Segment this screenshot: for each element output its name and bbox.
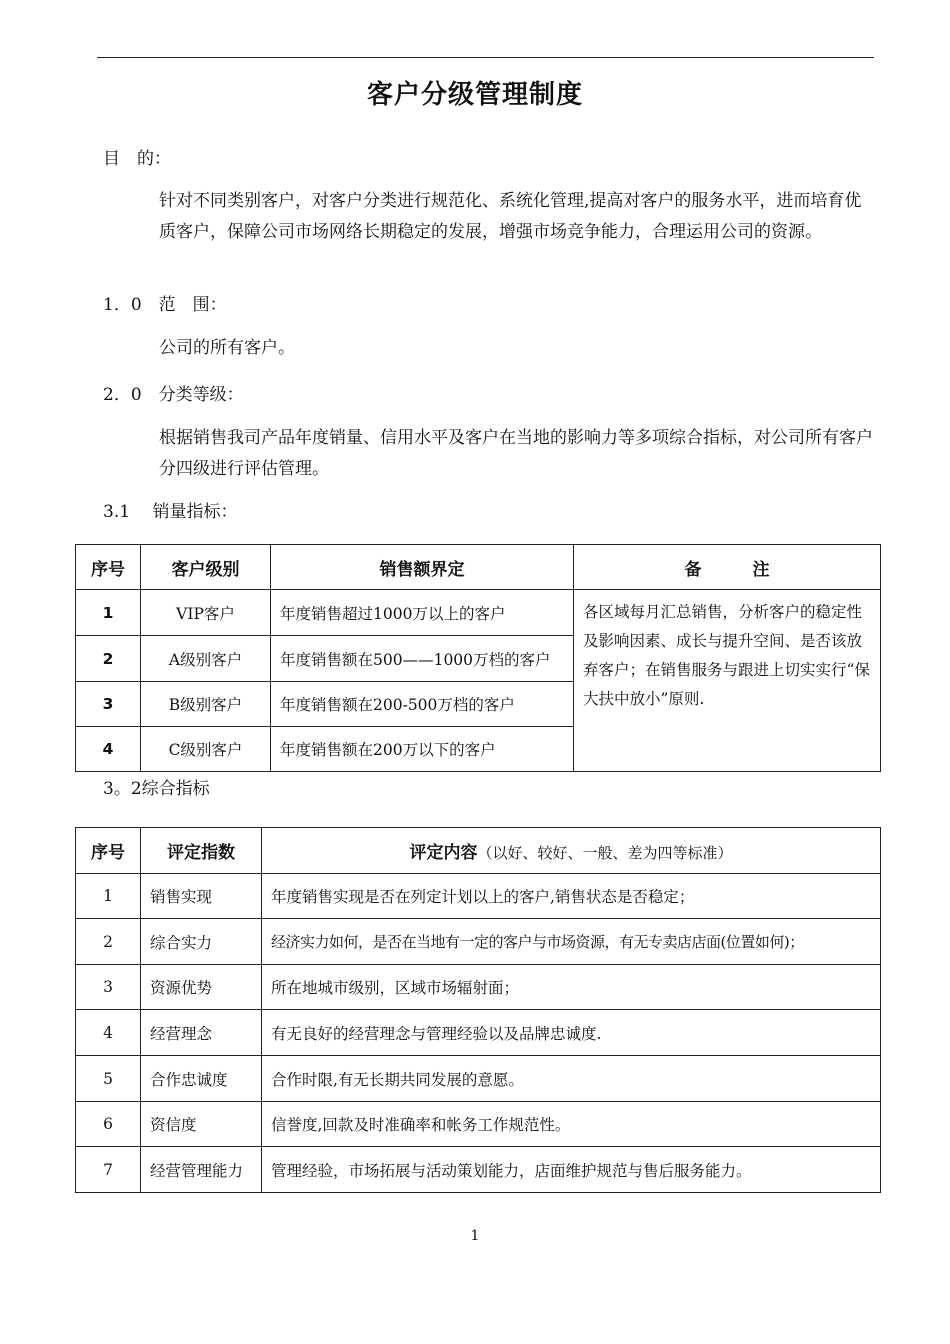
composite-indicator-heading: 3。2综合指标 (103, 779, 210, 799)
header-index: 评定指数 (141, 828, 262, 874)
row-no: 6 (76, 1102, 141, 1147)
row-definition: 年度销售额在200-500万档的客户 (271, 682, 574, 727)
header-content-note: （以好、较好、一般、差为四等标准） (477, 844, 733, 862)
row-no: 3 (76, 965, 141, 1010)
table-header-row (76, 545, 881, 590)
header-definition: 销售额界定 (271, 545, 574, 590)
purpose-body: 针对不同类别客户，对客户分类进行规范化、系统化管理,提高对客户的服务水平，进而培育优质客户，保障公司市场网络长期稳定的发展，增强市场竞争能力，合理运用公司的资源。 (159, 191, 862, 242)
composite-indicator-table (75, 827, 881, 1193)
table-header-row (76, 828, 881, 874)
table-row (76, 1102, 881, 1147)
row-level: VIP客户 (141, 590, 271, 636)
table-row (76, 1056, 881, 1102)
header-no: 序号 (76, 545, 141, 590)
header-content-label: 评定内容 (409, 843, 478, 863)
row-content: 合作时限,有无长期共同发展的意愿。 (262, 1056, 881, 1102)
row-index: 经营理念 (141, 1010, 262, 1056)
classification-heading: 2．0 分类等级： (103, 385, 244, 405)
row-no: 1 (76, 590, 141, 636)
row-level: A级别客户 (141, 636, 271, 682)
row-definition: 年度销售超过1000万以上的客户 (271, 590, 574, 636)
scope-body: 公司的所有客户。 (159, 338, 295, 358)
row-index: 资信度 (141, 1102, 262, 1147)
table-row (76, 1147, 881, 1193)
row-no: 1 (76, 874, 141, 919)
scope-heading: 1．0 范 围： (103, 295, 227, 315)
row-index: 综合实力 (141, 919, 262, 965)
row-index: 合作忠诚度 (141, 1056, 262, 1102)
row-index: 经营管理能力 (141, 1147, 262, 1193)
row-index: 销售实现 (141, 874, 262, 919)
row-content: 管理经验，市场拓展与活动策划能力，店面维护规范与售后服务能力。 (262, 1147, 881, 1193)
row-content: 信誉度,回款及时准确率和帐务工作规范性。 (262, 1102, 881, 1147)
document-title: 客户分级管理制度 (366, 80, 583, 110)
row-level: C级别客户 (141, 727, 271, 772)
row-index: 资源优势 (141, 965, 262, 1010)
table-row (76, 919, 881, 965)
sales-indicator-heading: 3.1 销量指标： (103, 502, 238, 522)
row-content: 经济实力如何，是否在当地有一定的客户与市场资源，有无专卖店店面(位置如何)； (262, 919, 881, 965)
row-definition: 年度销售额在200万以下的客户 (271, 727, 574, 772)
row-definition: 年度销售额在500——1000万档的客户 (271, 636, 574, 682)
table-row (76, 965, 881, 1010)
purpose-heading: 目 的： (103, 149, 171, 169)
row-level: B级别客户 (141, 682, 271, 727)
page-number: 1 (470, 1228, 480, 1244)
row-no: 4 (76, 1010, 141, 1056)
header-rule (97, 57, 874, 58)
table-row (76, 874, 881, 919)
row-no: 3 (76, 682, 141, 727)
table-row (76, 590, 881, 636)
row-content: 年度销售实现是否在列定计划以上的客户,销售状态是否稳定； (262, 874, 881, 919)
header-no: 序号 (76, 828, 141, 874)
sales-indicator-table (75, 544, 881, 772)
remark-cell: 各区域每月汇总销售，分析客户的稳定性及影响因素、成长与提升空间、是否该放弃客户；在销售服务与跟进上切实实行“保大扶中放小”原则. (574, 590, 881, 772)
table-row (76, 1010, 881, 1056)
header-level: 客户级别 (141, 545, 271, 590)
row-no: 5 (76, 1056, 141, 1102)
row-no: 2 (76, 919, 141, 965)
row-content: 所在地城市级别，区域市场辐射面； (262, 965, 881, 1010)
row-content: 有无良好的经营理念与管理经验以及品牌忠诚度. (262, 1010, 881, 1056)
header-content (262, 828, 881, 874)
row-no: 2 (76, 636, 141, 682)
row-no: 7 (76, 1147, 141, 1193)
header-remark: 备 注 (574, 545, 881, 590)
row-no: 4 (76, 727, 141, 772)
classification-body: 根据销售我司产品年度销量、信用水平及客户在当地的影响力等多项综合指标，对公司所有客户分四级进行评估管理。 (159, 428, 873, 479)
